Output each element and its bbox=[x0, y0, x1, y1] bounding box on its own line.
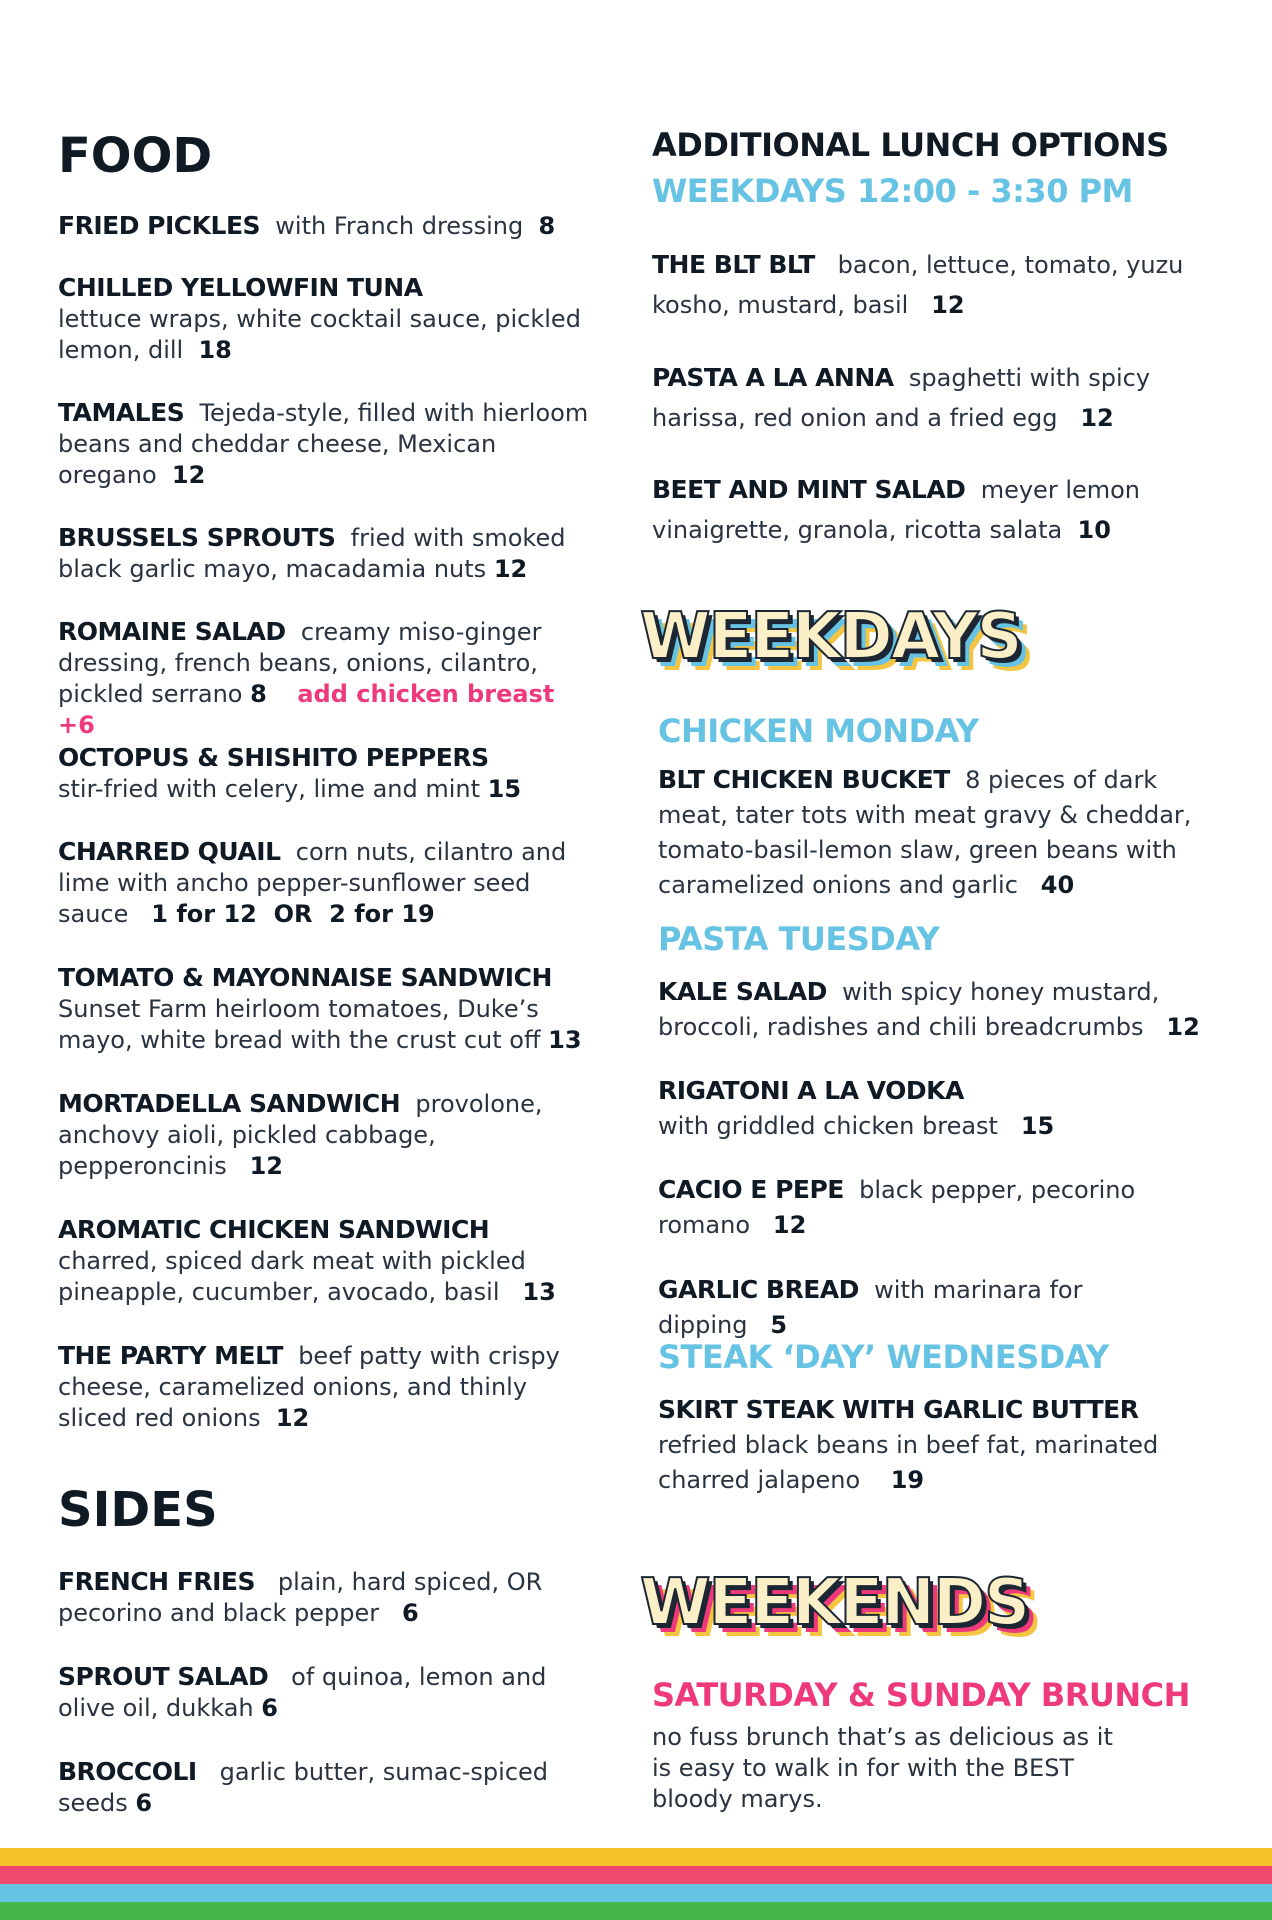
item-price: 10 bbox=[1077, 516, 1111, 544]
brunch-description bbox=[652, 1722, 1132, 1815]
item-desc: lettuce wraps, white cocktail sauce, pickled lemon, dill bbox=[58, 305, 581, 364]
item-price: 12 bbox=[772, 1211, 807, 1239]
menu-item bbox=[58, 616, 598, 741]
item-price: 13 bbox=[548, 1026, 582, 1054]
item-name: GARLIC BREAD bbox=[658, 1275, 859, 1304]
item-name: ROMAINE SALAD bbox=[58, 617, 286, 646]
item-desc: charred, spiced dark meat with pickled pineapple, cucumber, avocado, basil bbox=[58, 1247, 526, 1306]
menu-item bbox=[58, 1088, 598, 1182]
item-name: OCTOPUS & SHISHITO PEPPERS bbox=[58, 743, 489, 772]
menu-item bbox=[58, 272, 598, 366]
item-price: 12 bbox=[1166, 1013, 1200, 1041]
food-title: FOOD bbox=[58, 128, 213, 184]
item-desc: bacon, lettuce, tomato, yuzu kosho, mustard, basil bbox=[652, 251, 1184, 319]
item-name: BEET AND MINT SALAD bbox=[652, 475, 966, 504]
sides-title: SIDES bbox=[58, 1482, 218, 1538]
menu-item bbox=[652, 470, 1212, 550]
menu-item bbox=[58, 1661, 598, 1724]
stripe-yellow bbox=[0, 1848, 1272, 1866]
item-price: 19 bbox=[890, 1466, 925, 1494]
item-price: 12 bbox=[1080, 404, 1114, 432]
item-price: 18 bbox=[198, 336, 232, 364]
item-desc: Sunset Farm heirloom tomatoes, Duke’s mayo, white bread with the crust cut off bbox=[58, 995, 541, 1054]
brunch-desc-text: no fuss brunch that’s as delicious as it is easy to walk in for with the BEST bloody marys. bbox=[652, 1723, 1113, 1813]
add-chicken-addon: add chicken breast +6 bbox=[58, 680, 555, 739]
menu-item bbox=[658, 1392, 1218, 1498]
menu-item bbox=[652, 358, 1212, 438]
item-desc: with spicy honey mustard, broccoli, radishes and chili breadcrumbs bbox=[658, 978, 1160, 1041]
item-name: TAMALES bbox=[58, 398, 185, 427]
weekends-banner: WEEKENDS bbox=[640, 1566, 1029, 1640]
item-price: 5 bbox=[770, 1311, 788, 1339]
pasta-tuesday-title: PASTA TUESDAY bbox=[658, 920, 940, 958]
item-name: THE PARTY MELT bbox=[58, 1341, 283, 1370]
item-desc: Tejeda-style, filled with hierloom beans and cheddar cheese, Mexican oregano bbox=[58, 399, 589, 489]
item-desc: 8 pieces of dark meat, tater tots with meat gravy & cheddar, tomato-basil-lemon slaw, green beans with caramelized onions and garlic bbox=[658, 766, 1192, 899]
item-name: THE BLT BLT bbox=[652, 250, 815, 279]
item-desc: with griddled chicken breast bbox=[658, 1112, 998, 1140]
item-desc: plain, hard spiced, OR pecorino and black pepper bbox=[58, 1568, 543, 1627]
item-price: 13 bbox=[522, 1278, 556, 1306]
item-price: 15 bbox=[1020, 1112, 1055, 1140]
lunch-title: ADDITIONAL LUNCH OPTIONS bbox=[652, 126, 1169, 164]
menu-item bbox=[58, 1566, 598, 1629]
item-price: 8 bbox=[538, 212, 556, 240]
item-name: MORTADELLA SANDWICH bbox=[58, 1089, 401, 1118]
menu-item bbox=[58, 522, 598, 585]
item-name: PASTA A LA ANNA bbox=[652, 363, 894, 392]
item-price: 1 for 12 OR 2 for 19 bbox=[151, 900, 435, 928]
item-price: 12 bbox=[249, 1152, 284, 1180]
item-name: CACIO E PEPE bbox=[658, 1175, 844, 1204]
item-desc: fried with smoked black garlic mayo, macadamia nuts bbox=[58, 524, 566, 583]
menu-item bbox=[58, 397, 598, 491]
item-price: 12 bbox=[493, 555, 528, 583]
item-desc: black pepper, pecorino romano bbox=[658, 1176, 1136, 1239]
menu-item bbox=[58, 742, 598, 805]
menu-item bbox=[658, 1073, 1218, 1144]
stripe-pink bbox=[0, 1866, 1272, 1884]
menu-item bbox=[658, 1272, 1218, 1343]
item-desc: spaghetti with spicy harissa, red onion and a fried egg bbox=[652, 364, 1151, 432]
item-name: CHARRED QUAIL bbox=[58, 837, 281, 866]
item-name: RIGATONI A LA VODKA bbox=[658, 1076, 964, 1105]
weekdays-banner: WEEKDAYS bbox=[640, 600, 1021, 674]
stripe-blue bbox=[0, 1884, 1272, 1902]
item-price: 12 bbox=[171, 461, 206, 489]
item-price: 40 bbox=[1040, 871, 1075, 899]
menu-item bbox=[658, 974, 1218, 1045]
chicken-monday-title: CHICKEN MONDAY bbox=[658, 712, 979, 750]
stripe-green bbox=[0, 1902, 1272, 1920]
item-price: 6 bbox=[261, 1694, 278, 1722]
menu-item bbox=[58, 962, 598, 1056]
item-desc: meyer lemon vinaigrette, granola, ricotta salata bbox=[652, 476, 1141, 544]
menu-item bbox=[658, 762, 1218, 903]
item-desc: with Franch dressing bbox=[275, 212, 524, 240]
item-price: 6 bbox=[402, 1599, 419, 1627]
menu-item bbox=[58, 1756, 598, 1819]
item-desc: stir-fried with celery, lime and mint bbox=[58, 775, 481, 803]
item-name: FRIED PICKLES bbox=[58, 211, 261, 240]
item-name: TOMATO & MAYONNAISE SANDWICH bbox=[58, 963, 552, 992]
steak-wednesday-title: STEAK ‘DAY’ WEDNESDAY bbox=[658, 1338, 1109, 1376]
item-desc: with marinara for dipping bbox=[658, 1276, 1083, 1339]
item-price: 8 bbox=[250, 680, 267, 708]
item-desc: corn nuts, cilantro and lime with ancho pepper-sunflower seed sauce bbox=[58, 838, 567, 928]
menu-item bbox=[58, 1214, 598, 1308]
lunch-hours: WEEKDAYS 12:00 - 3:30 PM bbox=[652, 172, 1133, 210]
item-desc: creamy miso-ginger dressing, french beans, onions, cilantro, pickled serrano bbox=[58, 618, 542, 708]
item-price: 12 bbox=[931, 291, 965, 319]
item-price: 12 bbox=[275, 1404, 310, 1432]
item-name: SKIRT STEAK WITH GARLIC BUTTER bbox=[658, 1395, 1139, 1424]
item-desc: provolone, anchovy aioli, pickled cabbage, pepperoncinis bbox=[58, 1090, 543, 1180]
menu-item bbox=[58, 210, 598, 242]
menu-item bbox=[58, 1340, 598, 1434]
rainbow-stripes bbox=[0, 1848, 1272, 1920]
item-name: KALE SALAD bbox=[658, 977, 827, 1006]
item-desc: refried black beans in beef fat, marinated charred jalapeno bbox=[658, 1431, 1159, 1494]
item-name: AROMATIC CHICKEN SANDWICH bbox=[58, 1215, 490, 1244]
item-desc: of quinoa, lemon and olive oil, dukkah bbox=[58, 1663, 547, 1722]
item-name: FRENCH FRIES bbox=[58, 1567, 256, 1596]
item-desc: garlic butter, sumac-spiced seeds bbox=[58, 1758, 549, 1817]
item-name: BLT CHICKEN BUCKET bbox=[658, 765, 950, 794]
item-name: CHILLED YELLOWFIN TUNA bbox=[58, 273, 423, 302]
item-name: BRUSSELS SPROUTS bbox=[58, 523, 336, 552]
item-name: BROCCOLI bbox=[58, 1757, 197, 1786]
menu-item bbox=[658, 1172, 1218, 1243]
item-name: SPROUT SALAD bbox=[58, 1662, 269, 1691]
item-price: 6 bbox=[135, 1789, 153, 1817]
item-price: 15 bbox=[487, 775, 522, 803]
brunch-title: SATURDAY & SUNDAY BRUNCH bbox=[652, 1676, 1190, 1714]
menu-item bbox=[652, 245, 1212, 325]
menu-item bbox=[58, 836, 598, 930]
item-desc: beef patty with crispy cheese, caramelized onions, and thinly sliced red onions bbox=[58, 1342, 560, 1432]
